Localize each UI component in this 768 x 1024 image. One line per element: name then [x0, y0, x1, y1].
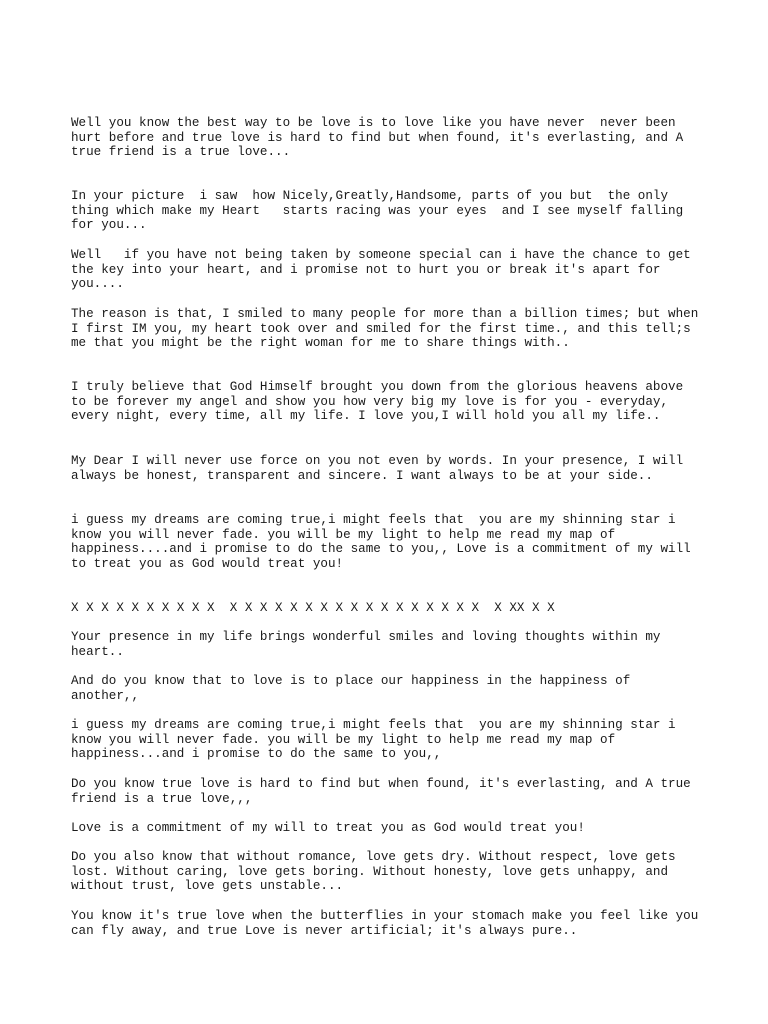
paragraph-6: My Dear I will never use force on you not even by words. In your presence, I will always be honest, transparent and sincere. I want always to be at your side.. [71, 454, 684, 483]
paragraph-3: Well if you have not being taken by someone special can i have the chance to get the key into your heart, and i promise not to hurt you or break it's apart for you.... [71, 248, 691, 292]
paragraph-1: Well you know the best way to be love is to love like you have never never been hurt before and true love is hard to find but when found, it's everlasting, and A true friend is a true love... [71, 116, 684, 160]
paragraph-8: Your presence in my life brings wonderful smiles and loving thoughts within my heart.. [71, 630, 661, 659]
paragraph-9: And do you know that to love is to place our happiness in the happiness of another,, [71, 674, 631, 703]
paragraph-2: In your picture i saw how Nicely,Greatly,Handsome, parts of you but the only thing which make my Heart starts racing was your eyes and I see myself falling for you... [71, 189, 684, 233]
paragraph-10: i guess my dreams are coming true,i might feels that you are my shinning star i know you will never fade. you will be my light to help me read my map of happiness...and i promise to do the same to you,, [71, 718, 676, 762]
separator-line: X X X X X X X X X X X X X X X X X X X X X X X X X X X X XX X X [71, 601, 555, 615]
paragraph-11: Do you know true love is hard to find but when found, it's everlasting, and A true friend is a true love,,, [71, 777, 691, 806]
paragraph-14: You know it's true love when the butterflies in your stomach make you feel like you can fly away, and true Love is never artificial; it's always pure.. [71, 909, 699, 938]
paragraph-5: I truly believe that God Himself brought you down from the glorious heavens above to be forever my angel and show you how very big my love is for you - everyday, every night, every time, all my life. I love you,I will hold you all my life.. [71, 380, 684, 424]
paragraph-12: Love is a commitment of my will to treat you as God would treat you! [71, 821, 585, 835]
paragraph-7: i guess my dreams are coming true,i might feels that you are my shinning star i know you will never fade. you will be my light to help me read my map of happiness....and i promise to do the same to you,, Love is a commitment of my will to treat you as God would treat you! [71, 513, 691, 571]
paragraph-13: Do you also know that without romance, love gets dry. Without respect, love gets lost. Without caring, love gets boring. Without honesty, love gets unhappy, and without trust, love gets unstable... [71, 850, 676, 894]
paragraph-4: The reason is that, I smiled to many people for more than a billion times; but when I first IM you, my heart took over and smiled for the first time., and this tell;s me that you might be the right woman for me to share things with.. [71, 307, 699, 351]
